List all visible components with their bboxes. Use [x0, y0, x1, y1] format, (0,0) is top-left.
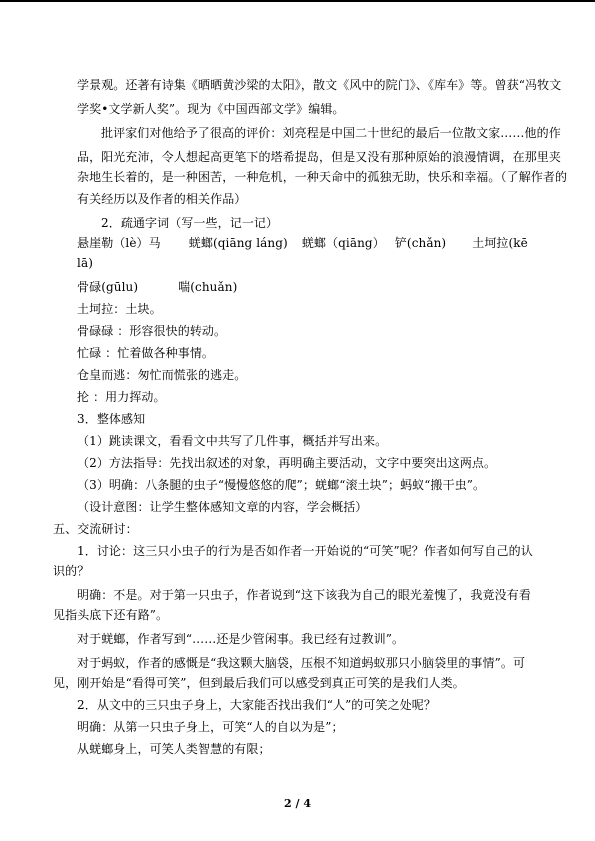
vocab-item: 铲(chǎn): [394, 236, 447, 250]
text-line: （2）方法指导：先找出叙述的对象，再明确主要活动，文字中要突出这两点。: [77, 456, 497, 470]
text-line: 2．从文中的三只虫子身上，大家能否找出我们“人”的可笑之处呢？: [77, 698, 437, 712]
text-line: 2．疏通字词（写一些，记一记）: [101, 216, 279, 230]
text-line: 骨碌碌 ：形容很快的转动。: [77, 324, 227, 338]
text-line: 学景观。还著有诗集《晒晒黄沙梁的太阳》，散文《风中的院门》、《库车》等。曾获“冯牧文: [77, 78, 562, 92]
vocab-item: 悬崖勒（lè）马: [77, 236, 161, 250]
text-line: （设计意图：让学生整体感知文章的内容，学会概括）: [77, 500, 368, 514]
vocab-row: [77, 234, 528, 252]
text-line: （3）明确：八条腿的虫子“慢慢悠悠的爬”；蜣螂“滚土块”；蚂蚁“搬干虫”。: [77, 478, 486, 492]
text-line: 明确：从第一只虫子身上，可笑“人的自以为是”；: [77, 720, 344, 734]
text-line: 对于蚂蚁，作者的感慨是“我这颗大脑袋，压根不知道蚂蚁那只小脑袋里的事情”。可: [77, 656, 526, 670]
text-line: 仓皇而逃：匆忙而慌张的逃走。: [77, 368, 247, 382]
vocab-item: 骨碌(gūlu): [77, 280, 139, 294]
text-line: 对于蜣螂，作者写到“……还是少管闲事。我已经有过教训”。: [77, 632, 405, 646]
text-line: 见，刚开始是“看得可笑”，但到最后我们可以感受到真正可笑的是我们人类。: [53, 676, 465, 690]
vocab-item: 蜣螂（qiāng）: [301, 236, 385, 250]
text-line: 有关经历以及作者的相关作品）: [77, 192, 247, 206]
text-line: 1．讨论：这三只小虫子的行为是否如作者一开始说的“可笑”呢？作者如何写自己的认: [77, 544, 533, 558]
vocab-row: [77, 278, 237, 296]
text-line: 见指头底下还有路”。: [53, 608, 169, 622]
text-line: 杂地生长着的，是一种困苦，一种危机，一种天命中的孤独无助，快乐和幸福。（了解作者的: [77, 170, 568, 184]
section-heading: 五、交流研讨：: [53, 522, 138, 536]
top-rule: [0, 0, 595, 2]
text-line: （1）跳读课文，看看文中共写了几件事，概括并写出来。: [77, 434, 388, 448]
text-line: 明确：不是。对于第一只虫子，作者说到“这下该我为自己的眼光羞愧了，我竟没有看: [77, 588, 531, 602]
vocab-item: 喘(chuǎn): [178, 280, 238, 294]
page-number: 2 / 4: [284, 797, 311, 810]
text-line: 批评家们对他给予了很高的评价：刘亮程是中国二十世纪的最后一位散文家……他的作: [101, 126, 561, 140]
text-line: 土坷拉：土块。: [77, 302, 162, 316]
text-line: 忙碌 ：忙着做各种事情。: [77, 346, 215, 360]
vocab-item: 土坷拉(kē: [472, 236, 528, 250]
text-line: 抡 ：用力挥动。: [77, 390, 166, 404]
text-line: 学奖•文学新人奖”。现为《中国西部文学》编辑。: [77, 102, 345, 116]
text-line: 品，阳光充沛，令人想起高更笔下的塔希提岛，但是又没有那种原始的浪漫情调，在那里夹: [77, 150, 562, 164]
section-heading: 3．整体感知: [77, 412, 146, 426]
vocab-item: 蜣螂(qiāng láng): [188, 236, 288, 250]
text-line: 从蜣螂身上，可笑人类智慧的有限；: [77, 742, 271, 756]
text-line: 识的？: [53, 564, 90, 578]
text-line: lā): [77, 256, 93, 270]
